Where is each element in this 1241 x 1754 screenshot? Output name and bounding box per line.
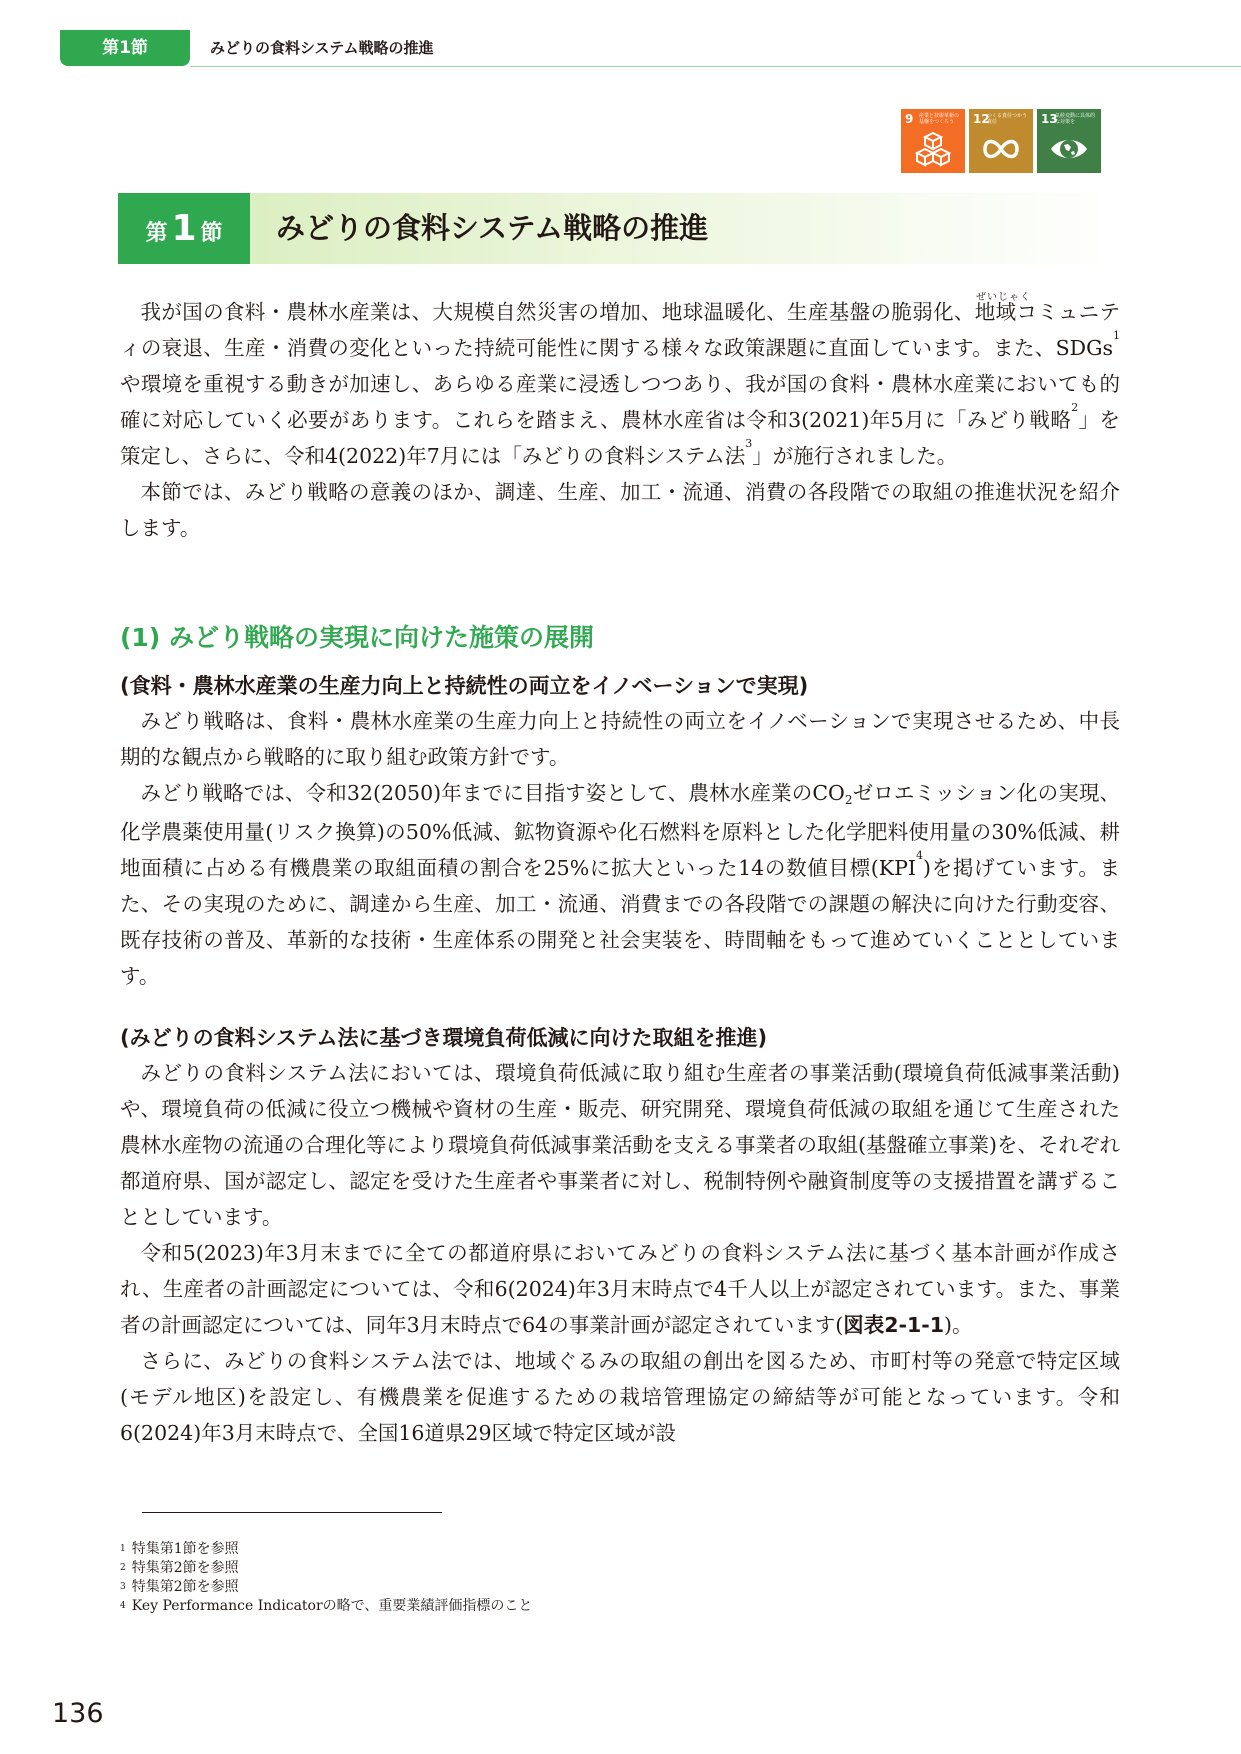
text-run: ゼロエミッション化の実現、化学農薬使用量(リスク換算)の50%低減、鉱物資源や化石燃料を原料とした化学肥料使用量の30%低減、耕地面積に占める有機農業の取組面積の割合を25%に拡大といった14の数値目標(KPI xyxy=(120,781,1120,880)
infinity-icon xyxy=(981,129,1021,169)
sdg-12-icon xyxy=(969,109,1033,173)
text-run: 」を策定し、さらに、令和4(2022)年7月には「みどりの食料システム法 xyxy=(120,408,1121,468)
sdg-label: つくる責任つかう責任 xyxy=(987,113,1028,125)
ruby-base: 脆弱 xyxy=(891,300,934,324)
sdg-label: 産業と技術革新の基盤をつくろう xyxy=(919,113,960,125)
badge-prefix: 第 xyxy=(145,221,168,246)
footnote-text: 特集第2節を参照 xyxy=(131,1560,239,1576)
footnotes xyxy=(120,1540,532,1616)
footnote-2 xyxy=(120,1559,532,1578)
block2-paragraph-2 xyxy=(120,1235,1120,1343)
header-rule xyxy=(190,66,1241,67)
block1-paragraph-2 xyxy=(120,775,1120,994)
text-run: 令和5(2023)年3月末までに全ての都道府県においてみどりの食料システム法に基づく基本計画が作成され、生産者の計画認定については、令和6(2024)年3月末時点で4千人以上が認定されています。また、事業者の計画認定については、同年3月末時点で64の事業計画が認定されています( xyxy=(120,1241,1120,1337)
intro-text xyxy=(120,294,1120,546)
intro-paragraph-2: 本節では、みどり戦略の意義のほか、調達、生産、加工・流通、消費の各段階での取組の推進状況を紹介します。 xyxy=(120,480,1120,540)
eye-globe-icon xyxy=(1049,129,1089,169)
block2-heading: (みどりの食料システム法に基づき環境負荷低減に向けた取組を推進) xyxy=(120,1026,768,1050)
badge-suffix: 節 xyxy=(200,221,223,246)
footnote-ref-4: 4 xyxy=(916,849,924,862)
footnote-text: 特集第2節を参照 xyxy=(131,1579,239,1595)
footnote-text: 特集第1節を参照 xyxy=(131,1541,239,1557)
sdg-icons xyxy=(901,109,1101,173)
footnote-ref-1: 1 xyxy=(1113,329,1120,342)
section-tab: 第1節 xyxy=(60,30,190,66)
section-title: みどりの食料システム戦略の推進 xyxy=(276,211,709,245)
text-run: 化、地域コミュニティの衰退、生産・消費の変化といった持続可能性に関する様々な政策課題に直面しています。また、SDGs xyxy=(120,300,1121,360)
sdg-number: 9 xyxy=(905,112,914,126)
block1-paragraph-1: みどり戦略は、食料・農林水産業の生産力向上と持続性の両立をイノベーションで実現させるため、中長期的な観点から戦略的に取り組む政策方針です。 xyxy=(120,709,1120,769)
running-title: みどりの食料システム戦略の推進 xyxy=(210,39,434,57)
sdg-9-icon xyxy=(901,109,965,173)
blocks-icon xyxy=(913,129,953,169)
block1-heading: (食料・農林水産業の生産力向上と持続性の両立をイノベーションで実現) xyxy=(120,674,809,698)
footnote-text: Key Performance Indicatorの略で、重要業績評価指標のこと xyxy=(131,1598,533,1614)
sdg-number: 13 xyxy=(1041,112,1058,126)
footnote-number: 4 xyxy=(120,1601,126,1611)
text-run: )。 xyxy=(944,1313,973,1337)
footnote-ref-3: 3 xyxy=(745,437,753,450)
furigana: ぜいじゃく xyxy=(976,292,1031,303)
text-run: 我が国の食料・農林水産業は、大規模自然災害の増加、地球温暖化、生産基盤の xyxy=(140,300,892,324)
text-run: や環境を重視する動きが加速し、あらゆる産業に浸透しつつあり、我が国の食料・農林水産業においても的確に対応していく必要があります。これらを踏まえ、農林水産省は令和3(2021)年5月に「みどり戦略 xyxy=(120,372,1120,432)
section-header xyxy=(118,193,1122,264)
footnote-rule xyxy=(142,1512,442,1513)
footnote-number: 1 xyxy=(120,1544,126,1554)
footnote-1 xyxy=(120,1540,532,1559)
text-run: )を掲げています。また、その実現のために、調達から生産、加工・流通、消費までの各段階での課題の解決に向けた行動変容、既存技術の普及、革新的な技術・生産体系の開発と社会実装を、時間軸をもって進めていくこととしています。 xyxy=(120,856,1121,988)
subsection-heading: (1) みどり戦略の実現に向けた施策の展開 xyxy=(120,623,594,652)
badge-number: 1 xyxy=(171,208,197,249)
footnote-ref-2: 2 xyxy=(1071,401,1079,414)
intro-paragraph-1 xyxy=(120,294,1120,474)
footnote-number: 3 xyxy=(120,1582,126,1592)
sdg-number: 12 xyxy=(973,112,990,126)
footnote-number: 2 xyxy=(120,1563,126,1573)
block2-paragraph-3: さらに、みどりの食料システム法では、地域ぐるみの取組の創出を図るため、市町村等の発意で特定区域(モデル地区)を設定し、有機農業を促進するための栽培管理協定の締結等が可能となっています。令和6(2024)年3月末時点で、全国16道県29区域で特定区域が設 xyxy=(120,1349,1120,1445)
block2-text xyxy=(120,1055,1120,1451)
text-run: みどり戦略では、令和32(2050)年までに目指す姿として、農林水産業のCO xyxy=(140,781,845,805)
text-run: 」が施行されました。 xyxy=(752,444,958,468)
sdg-label: 気候変動に具体的な対策を xyxy=(1055,113,1096,125)
section-badge xyxy=(118,193,250,264)
figure-reference: 図表2-1-1 xyxy=(843,1313,945,1337)
page-number: 136 xyxy=(52,1698,104,1729)
footnote-3 xyxy=(120,1578,532,1597)
block2-paragraph-1: みどりの食料システム法においては、環境負荷低減に取り組む生産者の事業活動(環境負荷低減事業活動)や、環境負荷の低減に役立つ機械や資材の生産・販売、研究開発、環境負荷低減の取組を通じて生産された農林水産物の流通の合理化等により環境負荷低減事業活動を支える事業者の取組(基盤確立事業)を、それぞれ都道府県、国が認定し、認定を受けた生産者や事業者に対し、税制特例や融資制度等の支援措置を講ずることとしています。 xyxy=(120,1061,1120,1229)
subscript: 2 xyxy=(844,793,853,807)
footnote-4 xyxy=(120,1597,532,1616)
sdg-13-icon xyxy=(1037,109,1101,173)
block1-text xyxy=(120,703,1120,994)
